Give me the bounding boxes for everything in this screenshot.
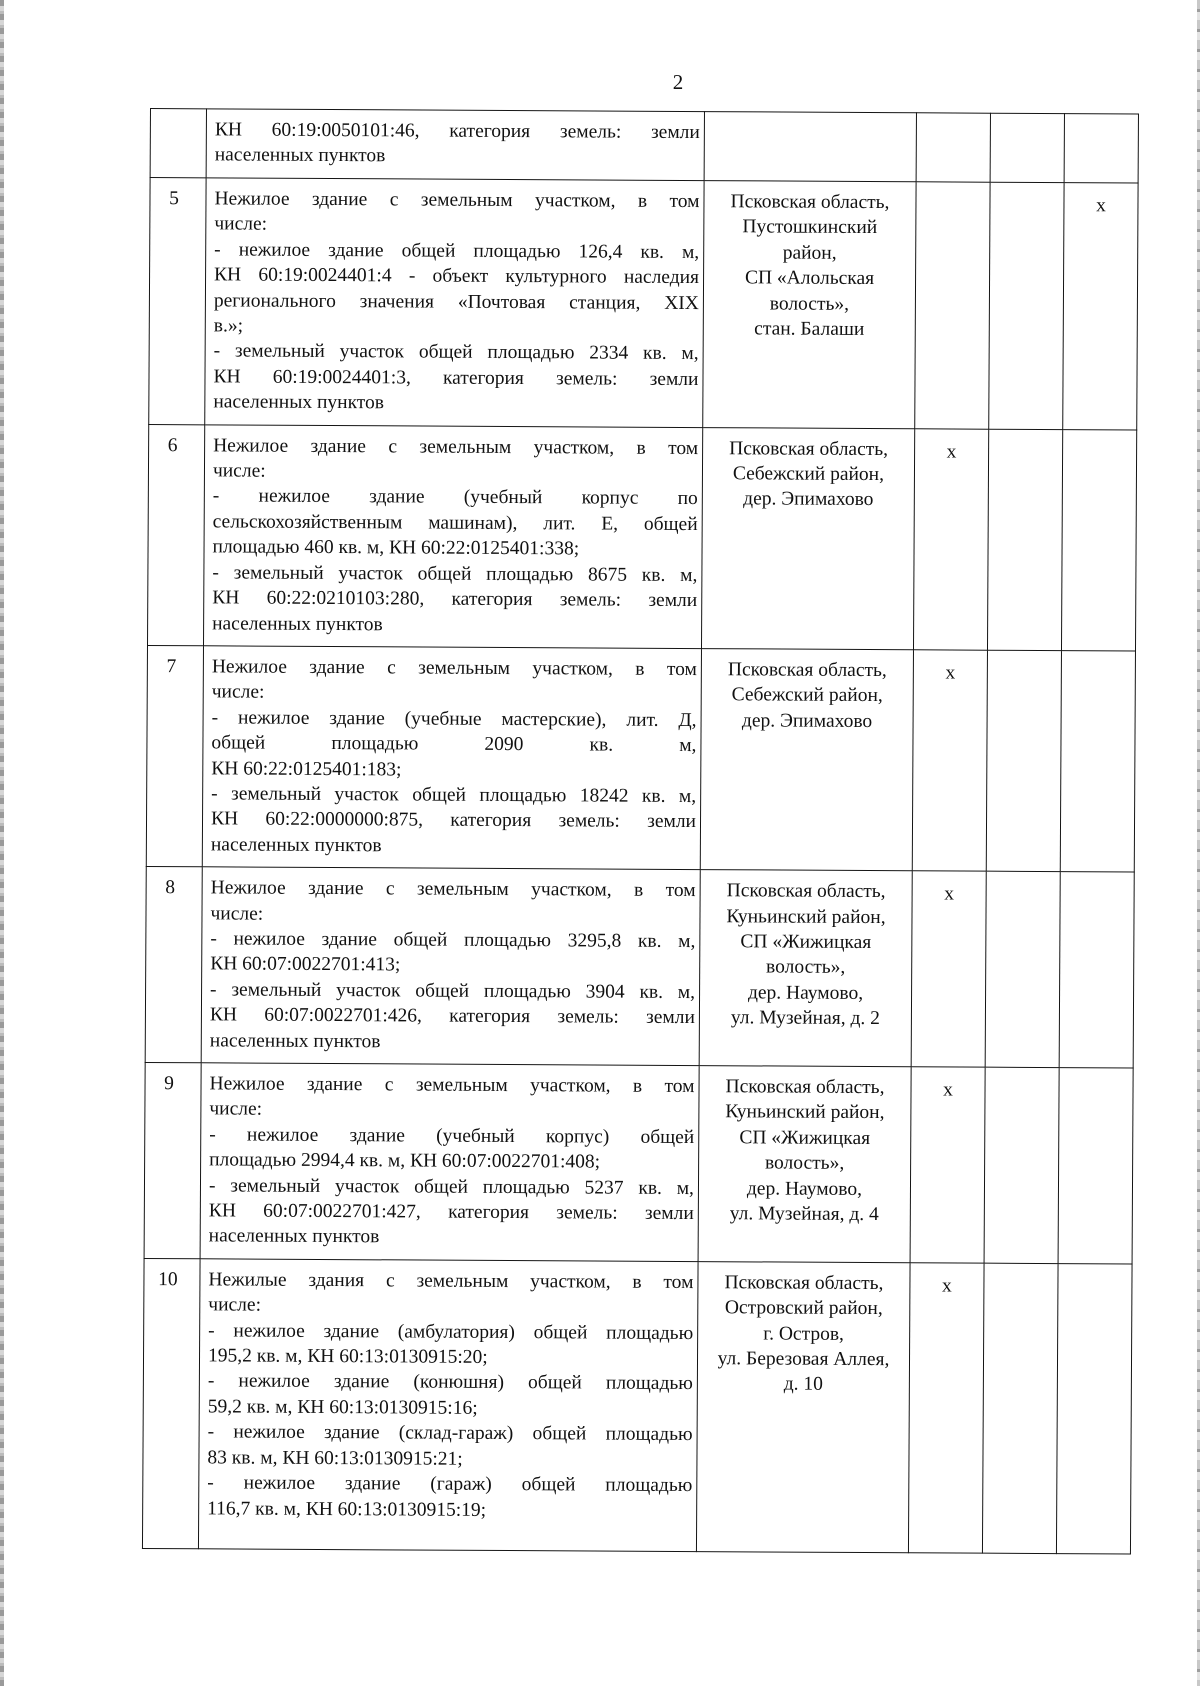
mark-cell-1 <box>915 182 990 429</box>
address-line: стан. Балаши <box>754 318 865 341</box>
address-line: Псковская область, <box>729 437 889 460</box>
address-line: Псковская область, <box>724 1272 884 1294</box>
description-line: КН 60:22:0000000:875, категория земель: земли <box>210 808 697 833</box>
description-line: Нежилое здание с земельным участком, в том <box>210 877 696 902</box>
property-address <box>701 427 914 649</box>
address-line: Островский район, <box>724 1297 883 1320</box>
property-address <box>703 181 916 429</box>
description-line: - нежилое здание (учебный корпус по <box>212 485 698 510</box>
description-line: 83 кв. м, КН 60:13:0130915:21; <box>207 1447 463 1470</box>
x-mark: x <box>943 1079 953 1101</box>
description-line: Нежилое здание с земельным участком, в том <box>211 656 697 680</box>
description-line: площадью 460 кв. м, КН 60:22:0125401:338; <box>212 536 580 560</box>
table-row <box>142 1258 1132 1554</box>
address-line: дер. Наумово, <box>746 1177 863 1200</box>
description-line: числе: <box>214 213 268 236</box>
mark-cell-3 <box>1063 183 1138 430</box>
address-line: волость», <box>764 1152 845 1175</box>
description-line: числе: <box>210 902 264 925</box>
address-line: дер. Наумово, <box>747 982 864 1004</box>
property-table <box>142 108 1139 1554</box>
mark-cell-1 <box>916 113 990 182</box>
mark-cell-1 <box>908 1263 984 1553</box>
description-line: 116,7 кв. м, КН 60:13:0130915:19; <box>207 1497 487 1521</box>
description-line: - нежилое здание (учебные мастерские), лит. Д, <box>211 707 697 731</box>
address-line: Псковская область, <box>726 880 886 903</box>
address-line: ул. Музейная, д. 2 <box>730 1007 880 1030</box>
address-line: волость», <box>766 956 846 979</box>
mark-cell-3 <box>1056 1263 1132 1553</box>
description-line: - земельный участок общей площадью 5237 кв. м, <box>208 1174 695 1199</box>
address-line: ул. Музейная, д. 4 <box>729 1203 879 1226</box>
description-line: населенных пунктов <box>209 1029 381 1052</box>
address-line: Пустошкинский <box>742 216 878 239</box>
mark-cell-1 <box>911 871 986 1067</box>
x-mark: x <box>942 1275 952 1297</box>
table-row <box>144 1062 1133 1263</box>
description-line: КН 60:19:0024401:4 - объект культурного наследия <box>214 264 700 289</box>
description-line: КН 60:19:0024401:3, категория земель: земли <box>213 366 699 390</box>
row-number <box>150 109 206 178</box>
x-mark: x <box>946 441 957 463</box>
property-description <box>203 424 702 648</box>
description-line: регионального значения «Почтовая станция, XIX <box>213 289 699 314</box>
address-line: волость», <box>769 293 850 315</box>
property-address <box>700 648 913 870</box>
table-row <box>150 109 1138 184</box>
x-mark: x <box>945 662 956 684</box>
description-line: населенных пунктов <box>212 612 383 635</box>
table-row <box>147 424 1136 651</box>
row-number: 10 <box>142 1258 200 1548</box>
description-line: площадью 2994,4 кв. м, КН 60:07:0022701:408; <box>209 1149 601 1173</box>
row-number: 8 <box>145 867 202 1063</box>
description-line: - нежилое здание (конюшня) общей площадью <box>207 1370 693 1395</box>
row-number: 9 <box>144 1062 201 1258</box>
page-number: 2 <box>672 70 684 94</box>
mark-cell-2 <box>990 113 1064 182</box>
x-mark: x <box>944 883 955 905</box>
address-line: Куньинский район, <box>726 905 886 928</box>
description-line: - нежилое здание общей площадью 126,4 кв. м, <box>214 239 700 263</box>
property-address <box>696 1261 910 1552</box>
description-line: общей площадью 2090 кв. м, <box>211 732 697 757</box>
address-line: СП «Жижицкая <box>739 1127 871 1149</box>
property-description <box>201 867 700 1066</box>
property-description <box>206 109 704 181</box>
address-line: г. Остров, <box>763 1323 845 1345</box>
row-number: 7 <box>146 645 203 867</box>
mark-cell-2 <box>984 1067 1059 1263</box>
description-line: сельскохозяйственным машинам), лит. Е, общей <box>212 511 698 535</box>
property-description <box>202 646 701 870</box>
description-line: - нежилое здание (склад-гараж) общей площадью <box>207 1421 693 1446</box>
table-row <box>145 867 1134 1068</box>
mark-cell-2 <box>987 429 1062 651</box>
x-mark: x <box>1096 195 1106 217</box>
table-row <box>149 178 1138 430</box>
description-line: КН 60:22:0125401:183; <box>211 757 402 780</box>
mark-cell-3 <box>1064 114 1138 183</box>
description-line: Нежилое здание с земельным участком, в том <box>209 1073 695 1098</box>
address-line: СП «Жижицкая <box>740 931 872 954</box>
address-line: д. 10 <box>783 1374 824 1396</box>
address-line: Себежский район, <box>732 463 885 486</box>
description-line: - земельный участок общей площадью 3904 кв. м, <box>210 979 696 1003</box>
address-line: дер. Эпимахово <box>743 488 874 511</box>
description-line: Нежилое здание с земельным участком, в том <box>214 188 700 213</box>
address-line: Псковская область, <box>727 659 887 682</box>
address-line: ул. Березовая Аллея, <box>717 1348 890 1371</box>
address-line: СП «Алольская <box>744 267 875 290</box>
mark-cell-2 <box>985 871 1060 1067</box>
description-line: КН 60:07:0022701:427, категория земель: земли <box>208 1200 694 1225</box>
description-line: КН 60:19:0050101:46, категория земель: земли <box>214 119 700 144</box>
mark-cell-3 <box>1059 872 1134 1068</box>
property-address <box>699 870 912 1067</box>
mark-cell-1 <box>910 1067 985 1263</box>
mark-cell-1 <box>913 428 988 650</box>
address-line: Псковская область, <box>730 191 890 214</box>
description-line: - нежилое здание общей площадью 3295,8 кв. м, <box>210 928 696 953</box>
description-line: 59,2 кв. м, КН 60:13:0130915:16; <box>207 1396 478 1419</box>
description-line: в.»; <box>213 315 244 337</box>
row-number: 6 <box>147 424 204 646</box>
description-line: населенных пунктов <box>208 1225 380 1248</box>
description-line: - земельный участок общей площадью 2334 кв. м, <box>213 340 699 365</box>
description-line: - нежилое здание (учебный корпус) общей <box>209 1124 695 1148</box>
description-line: населенных пунктов <box>214 144 386 167</box>
description-line: Нежилое здание с земельным участком, в том <box>213 435 699 459</box>
description-line: числе: <box>208 1294 262 1316</box>
description-line: - земельный участок общей площадью 8675 кв. м, <box>212 562 698 586</box>
mark-cell-2 <box>989 182 1064 429</box>
scan-edge-left <box>0 0 4 1686</box>
table-row <box>146 645 1135 872</box>
mark-cell-2 <box>982 1263 1058 1553</box>
property-description <box>200 1063 699 1262</box>
description-line: 195,2 кв. м, КН 60:13:0130915:20; <box>207 1345 488 1368</box>
property-address <box>698 1066 911 1263</box>
description-line: - нежилое здание (гараж) общей площадью <box>207 1472 693 1497</box>
description-line: КН 60:07:0022701:426, категория земель: земли <box>209 1004 695 1029</box>
property-table-frame <box>142 108 1138 1554</box>
description-line: населенных пунктов <box>210 834 382 857</box>
address-line: Куньинский район, <box>725 1101 885 1124</box>
description-line: числе: <box>211 681 265 703</box>
description-line: КН 60:22:0210103:280, категория земель: земли <box>212 587 698 612</box>
description-line: - земельный участок общей площадью 18242 кв. м, <box>211 783 697 807</box>
description-line: КН 60:07:0022701:413; <box>210 953 401 976</box>
property-table-body <box>142 109 1138 1554</box>
address-line: Себежский район, <box>731 684 883 707</box>
property-description <box>198 1259 698 1552</box>
description-line: числе: <box>212 460 266 482</box>
address-line: район, <box>782 242 837 264</box>
mark-cell-1 <box>912 650 987 872</box>
property-description <box>205 178 704 427</box>
mark-cell-3 <box>1061 429 1136 651</box>
description-line: населенных пунктов <box>213 391 385 414</box>
description-line: Нежилые здания с земельным участком, в том <box>208 1269 694 1293</box>
description-line: числе: <box>209 1098 263 1121</box>
mark-cell-3 <box>1058 1068 1133 1264</box>
row-number: 5 <box>149 178 206 425</box>
property-address <box>704 112 916 182</box>
description-line: - нежилое здание (амбулатория) общей площадью <box>208 1320 694 1344</box>
mark-cell-3 <box>1060 651 1135 873</box>
address-line: дер. Эпимахово <box>741 710 873 732</box>
address-line: Псковская область, <box>725 1076 885 1099</box>
mark-cell-2 <box>986 650 1061 872</box>
